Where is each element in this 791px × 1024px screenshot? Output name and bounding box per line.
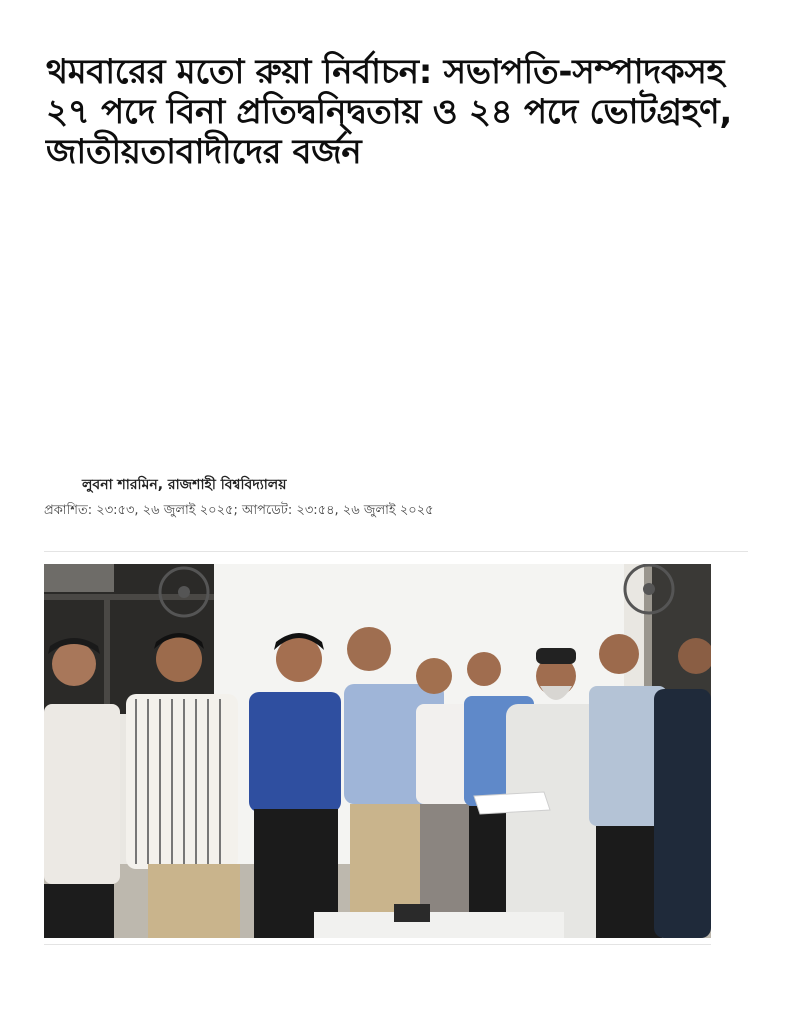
- news-photo-illustration: [44, 564, 711, 938]
- divider: [44, 944, 711, 945]
- author-byline[interactable]: লুবনা শারমিন, রাজশাহী বিশ্ববিদ্যালয়: [82, 477, 287, 493]
- divider: [44, 551, 748, 552]
- article-headline: থমবারের মতো রুয়া নির্বাচন: সভাপতি-সম্পাদকসহ ২৭ পদে বিনা প্রতিদ্বন্দ্বিতায় ও ২৪ পদে ভোটগ্রহণ, জাতীয়তাবাদীদের বর্জন: [46, 52, 733, 172]
- news-photo[interactable]: [44, 564, 711, 938]
- ad-placeholder: [46, 190, 746, 460]
- publish-timestamp: প্রকাশিত: ২৩:৫৩, ২৬ জুলাই ২০২৫; আপডেট: ২৩:৫৪, ২৬ জুলাই ২০২৫: [44, 503, 434, 518]
